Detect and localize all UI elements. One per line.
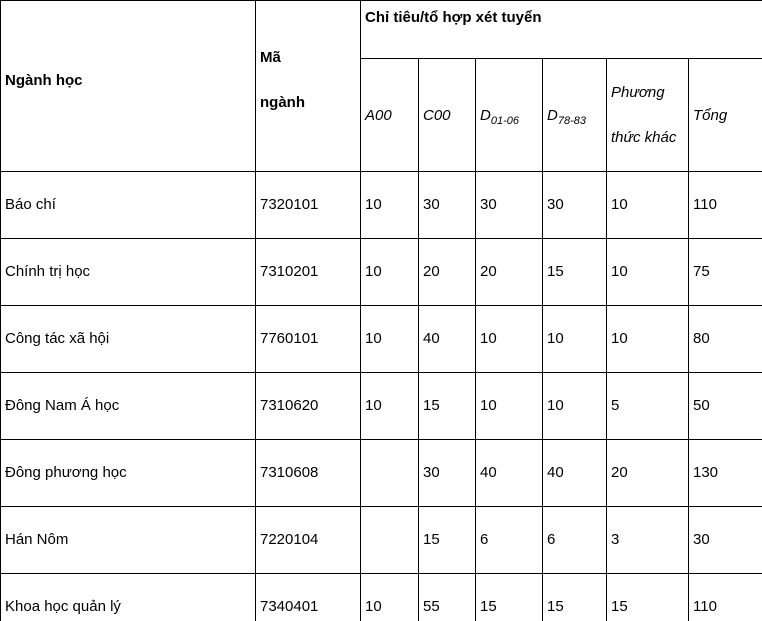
header-cell-nganh-hoc: Ngành học — [1, 1, 256, 172]
table-row — [1, 239, 762, 306]
quota-total-cell: 50 — [689, 373, 762, 440]
quota-a00-cell: 10 — [361, 239, 419, 306]
quota-c00-cell: 15 — [419, 507, 476, 574]
program-code-cell: 7220104 — [256, 507, 361, 574]
quota-d01-06-cell: 10 — [476, 373, 543, 440]
program-code-cell: 7310620 — [256, 373, 361, 440]
program-name-cell: Báo chí — [1, 172, 256, 239]
quota-other-cell: 15 — [607, 574, 689, 621]
quota-other-cell: 5 — [607, 373, 689, 440]
quota-a00-cell: 10 — [361, 373, 419, 440]
quota-c00-cell: 20 — [419, 239, 476, 306]
program-code-cell: 7310608 — [256, 440, 361, 507]
program-code-cell: 7760101 — [256, 306, 361, 373]
program-name-cell: Chính trị học — [1, 239, 256, 306]
subheader-a00-label: A00 — [365, 106, 392, 124]
quota-a00-cell — [361, 507, 419, 574]
quota-total-cell: 30 — [689, 507, 762, 574]
header-label-ma-nganh: Mã ngành — [260, 49, 305, 111]
program-name-cell: Hán Nôm — [1, 507, 256, 574]
quota-other-cell: 10 — [607, 172, 689, 239]
quota-d78-83-cell: 15 — [543, 574, 607, 621]
subheader-tong — [689, 59, 762, 172]
quota-d78-83-cell: 10 — [543, 373, 607, 440]
quota-total-cell: 110 — [689, 574, 762, 621]
quota-d01-06-cell: 6 — [476, 507, 543, 574]
quota-d78-83-cell: 30 — [543, 172, 607, 239]
quota-other-cell: 10 — [607, 306, 689, 373]
quota-d01-06-cell: 40 — [476, 440, 543, 507]
subheader-d78-83 — [543, 59, 607, 172]
header-cell-chi-tieu: Chỉ tiêu/tổ hợp xét tuyển — [361, 1, 762, 59]
subheader-phuong-thuc-khac — [607, 59, 689, 172]
subheader-d01-06-label: D — [480, 106, 491, 124]
quota-d01-06-cell: 10 — [476, 306, 543, 373]
quota-a00-cell: 10 — [361, 574, 419, 621]
table-row — [1, 306, 762, 373]
quota-total-cell: 130 — [689, 440, 762, 507]
program-code-cell: 7320101 — [256, 172, 361, 239]
quota-c00-cell: 30 — [419, 172, 476, 239]
quota-d01-06-cell: 15 — [476, 574, 543, 621]
quota-d01-06-cell: 30 — [476, 172, 543, 239]
program-code-cell: 7340401 — [256, 574, 361, 621]
subheader-c00 — [419, 59, 476, 172]
quota-d78-83-cell: 40 — [543, 440, 607, 507]
table-row — [1, 172, 762, 239]
quota-c00-cell: 55 — [419, 574, 476, 621]
subheader-c00-label: C00 — [423, 106, 451, 124]
quota-d01-06-cell: 20 — [476, 239, 543, 306]
header-row-main — [1, 1, 762, 59]
table-row — [1, 574, 762, 621]
subheader-d01-06-subscript: 01-06 — [490, 114, 519, 127]
subheader-tong-label: Tổng — [693, 106, 728, 124]
header-cell-ma-nganh — [256, 1, 361, 172]
quota-other-cell: 10 — [607, 239, 689, 306]
program-code-cell: 7310201 — [256, 239, 361, 306]
quota-total-cell: 110 — [689, 172, 762, 239]
quota-c00-cell: 40 — [419, 306, 476, 373]
quota-other-cell: 3 — [607, 507, 689, 574]
table-row — [1, 507, 762, 574]
quota-c00-cell: 15 — [419, 373, 476, 440]
program-name-cell: Đông phương học — [1, 440, 256, 507]
program-name-cell: Công tác xã hội — [1, 306, 256, 373]
subheader-a00 — [361, 59, 419, 172]
quota-other-cell: 20 — [607, 440, 689, 507]
subheader-d78-83-label: D — [547, 106, 558, 124]
subheader-phuong-thuc-khac-label: Phương thức khác — [611, 84, 677, 146]
quota-a00-cell: 10 — [361, 172, 419, 239]
quota-a00-cell: 10 — [361, 306, 419, 373]
table-row — [1, 440, 762, 507]
program-name-cell: Đông Nam Á học — [1, 373, 256, 440]
quota-d78-83-cell: 10 — [543, 306, 607, 373]
subheader-d78-83-subscript: 78-83 — [557, 114, 586, 127]
quota-d78-83-cell: 15 — [543, 239, 607, 306]
quota-d78-83-cell: 6 — [543, 507, 607, 574]
quota-c00-cell: 30 — [419, 440, 476, 507]
quota-a00-cell — [361, 440, 419, 507]
quota-total-cell: 75 — [689, 239, 762, 306]
subheader-d01-06 — [476, 59, 543, 172]
quota-total-cell: 80 — [689, 306, 762, 373]
program-name-cell: Khoa học quản lý — [1, 574, 256, 621]
table-row — [1, 373, 762, 440]
